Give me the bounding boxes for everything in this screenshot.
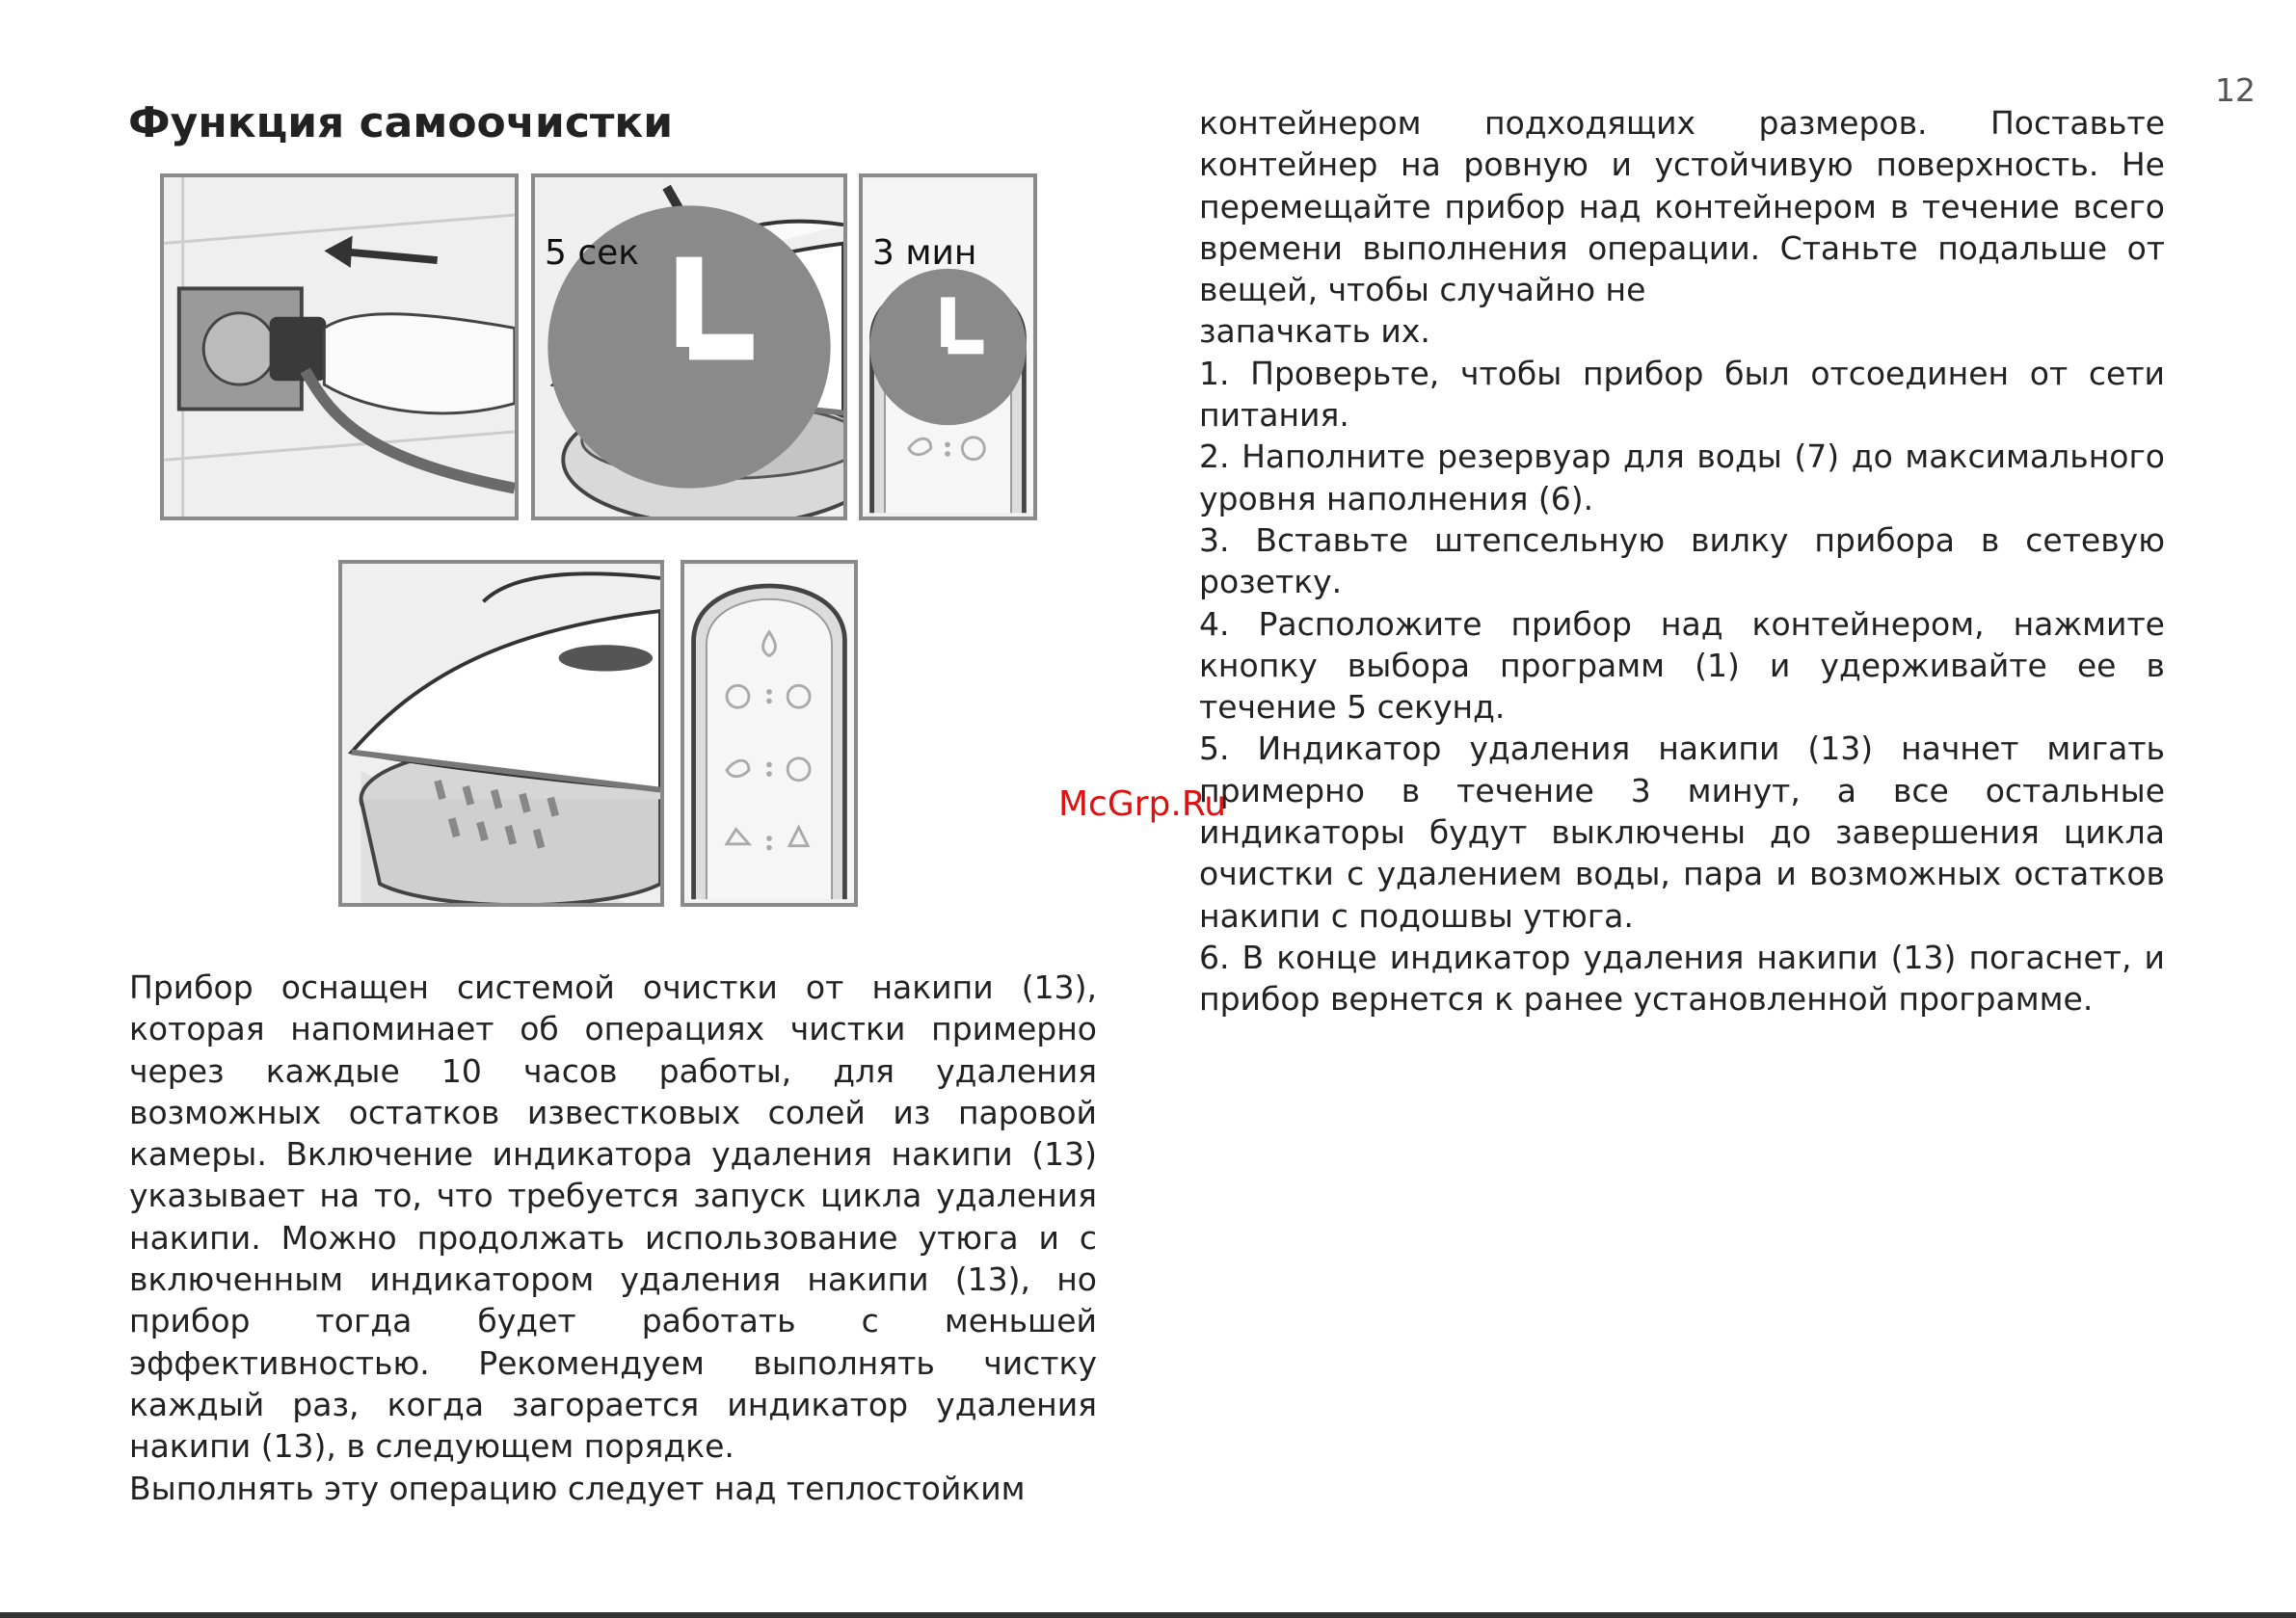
bottom-rule — [0, 1612, 2296, 1618]
figure-steam-cleaning — [338, 560, 664, 907]
iron-steam-illustration — [342, 564, 660, 903]
watermark: McGrp.Ru — [1058, 784, 1227, 824]
figure-3-minutes — [859, 173, 1037, 520]
duration-label-5s: 5 сек — [545, 233, 640, 273]
step-6: 6. В конце индикатор удаления накипи (13) погаснет, и прибор вернется к ранее установленной программе. — [1199, 938, 2165, 1019]
step-3: 3. Вставьте штепсельную вилку прибора в сетевую розетку. — [1199, 520, 2165, 601]
control-panel-illustration — [684, 564, 854, 903]
step-1: 1. Проверьте, чтобы прибор был отсоединен от сети питания. — [1199, 354, 2165, 435]
plug-in-illustration — [164, 177, 515, 517]
container-paragraph-end: запачкать их. — [1199, 312, 1430, 351]
page-number: 12 — [2215, 71, 2256, 109]
figure-5-seconds — [531, 173, 847, 520]
step-5: 5. Индикатор удаления накипи (13) начнет мигать примерно в течение 3 минут, а все остальные индикаторы будут выключены до завершения цикла очистки с удалением воды, пара и возможных остатков накипи с подошвы утюга. — [1199, 729, 2165, 935]
duration-label-3min: 3 мин — [872, 233, 977, 273]
right-column-text — [1199, 102, 2165, 1021]
step-2: 2. Наполните резервуар для воды (7) до максимального уровня наполнения (6). — [1199, 438, 2165, 517]
heat-resistant-paragraph: Выполнять эту операцию следует над теплостойким — [129, 1469, 1026, 1507]
clock-icon — [863, 177, 1033, 517]
left-column-text — [129, 967, 1097, 1509]
figure-control-panel — [681, 560, 858, 907]
step-4: 4. Расположите прибор над контейнером, нажмите кнопку выбора программ (1) и удерживайте ее в течение 5 секунд. — [1199, 604, 2165, 727]
intro-paragraph: Прибор оснащен системой очистки от накипи (13), которая напоминает об операциях чистки примерно через каждые 10 часов работы, для удаления возможных остатков известковых солей из паровой камеры. Включение индикатора удаления накипи (13) указывает на то, что требуется запуск цикла удаления накипи. Можно продолжать использование утюга и с включенным индикатором удаления накипи (13), но прибор тогда будет работать с меньшей эффективностью. Рекомендуем выполнять чистку каждый раз, когда загорается индикатор удаления накипи (13), в следующем порядке. — [129, 968, 1097, 1466]
clock-icon — [535, 177, 843, 517]
page-title: Функция самоочистки — [128, 98, 674, 147]
figure-plug-in — [160, 173, 519, 520]
container-paragraph: контейнером подходящих размеров. Поставьте контейнер на ровную и устойчивую поверхность. Не перемещайте прибор над контейнером в течение всего времени выполнения операции. Станьте подальше от вещей, чтобы случайно не — [1199, 104, 2165, 309]
